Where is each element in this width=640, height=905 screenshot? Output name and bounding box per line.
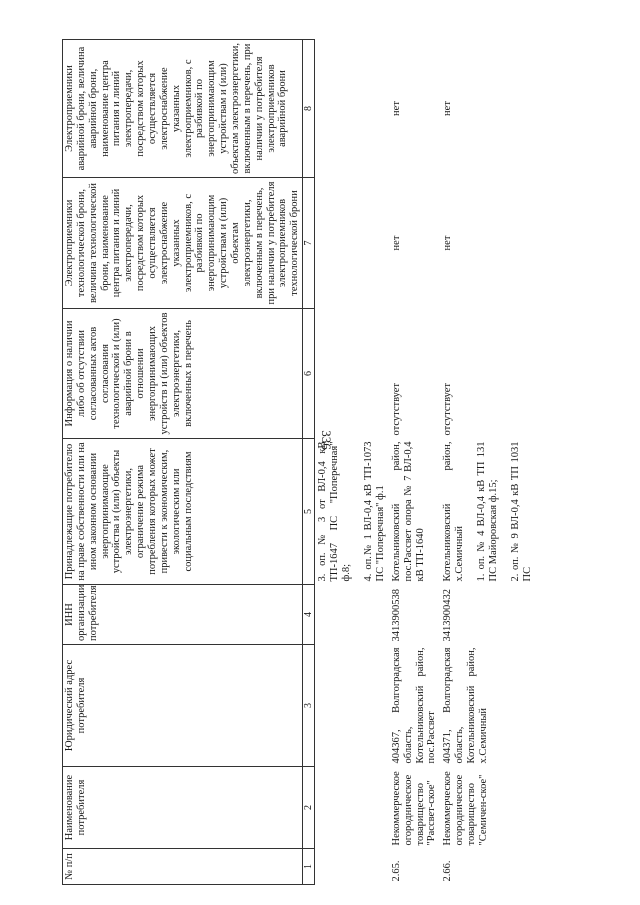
tech-reserve-cell: нет [390, 235, 402, 251]
table-header-row [63, 40, 303, 885]
consumer-name: Некоммерческое огородническое товарищество "Семичен-ское" [442, 771, 489, 846]
column-number: 5 [303, 439, 315, 585]
tech-reserve-cell: нет [442, 235, 454, 251]
column-numbers-row [303, 40, 315, 885]
header-inn: ИНН организации потребителя [63, 585, 303, 645]
emergency-reserve-cell: нет [390, 101, 402, 116]
column-number: 6 [303, 309, 315, 439]
device-item: Котельниковский район, пос.Рассвет опора № 7 ВЛ-0,4 кВ ТП-1640 [390, 441, 426, 582]
header-acts: Информация о наличии либо об отсутствии согласованных актов согласования технологической и (или) аварийной брони в отношении энергопринимающих устройств и (или) объектов электроэнергетики, включенных в перечень [63, 309, 303, 439]
row-number: 2.66. [442, 860, 454, 882]
column-number: 3 [303, 645, 315, 767]
acts-cell: отсутствует [442, 382, 454, 436]
column-number: 8 [303, 40, 315, 178]
device-item: Котельниковский район, х.Семичный [442, 441, 466, 582]
header-tech-reserve: Электроприемники технологической брони, величина технологической брони, наименование центра питания и линий электропередачи, посредством которых осуществляется электроснабжение указанных электроприемников, с разбивкой по энергопринимающим устройствам и (или) объектам электроэнергетики, включенным в перечень, при наличии у потребителя электроприемников технологической брони [63, 178, 303, 309]
emergency-reserve-cell: нет [442, 101, 454, 116]
header-address: Юридический адрес потребителя [63, 645, 303, 767]
table-row [440, 40, 535, 885]
column-number: 7 [303, 178, 315, 309]
consumer-name: Некоммерческое огородническое товарищество "Рассвет-ское" [390, 771, 438, 846]
header-num: № п/п [63, 849, 303, 885]
acts-cell: отсутствует [390, 382, 402, 436]
header-name: Наименование потребителя [63, 767, 303, 849]
column-number: 4 [303, 585, 315, 645]
consumer-address: 404371, Волгоградская область, Котельниковский район, х.Семичный [442, 647, 489, 764]
consumer-inn: 3413900538 [390, 589, 402, 642]
consumer-address: 404367, Волгоградская область, Котельниковский район, пос.Рассвет [390, 647, 438, 764]
device-item: 4. оп.№ 1 ВЛ-0,4 кВ ТП-1073 ПС "Поперечная" ф.1 [363, 441, 386, 582]
device-item: 1. оп. № 4 ВЛ-0,4 кВ ТП 131 ПС Майоровская ф.15; [475, 441, 499, 582]
column-number: 2 [303, 767, 315, 849]
column-number: 1 [303, 849, 315, 885]
page-number: 336 [319, 430, 334, 450]
devices-cell [389, 439, 440, 585]
rotated-table-area [62, 40, 533, 885]
device-item: 2. оп. № 9 ВЛ-0,4 кВ ТП 1031 ПС [509, 441, 533, 582]
header-devices: Принадлежащие потребителю на праве собственности или на ином законном основании энергопринимающие устройства и (или) объекты электроэнергетики, ограничение режима потребления которых может привести к экономическим, экологическим или социальным последствиям [63, 439, 303, 585]
continuation-row [315, 40, 389, 885]
consumer-inn: 3413900432 [442, 589, 454, 642]
consumers-table [62, 39, 535, 885]
table-row [389, 40, 440, 885]
devices-cell [315, 439, 389, 585]
header-emergency-reserve: Электроприемники аварийной брони, величина аварийной брони, наименование центра питания и линий электропередачи, посредством которых осуществляется электроснабжение указанных электроприемников, с разбивкой по энергопринимающим устройствам и (или) объектам электроэнергетики, включенным в перечень, при наличии у потребителя электроприемников аварийной брони [63, 40, 303, 178]
devices-cell [440, 439, 535, 585]
row-number: 2.65. [390, 860, 402, 882]
device-item: 3. оп. № 3 от ВЛ-0,4 кВ ТП-1647 ПС "Поперечная" ф.8; [317, 441, 353, 582]
